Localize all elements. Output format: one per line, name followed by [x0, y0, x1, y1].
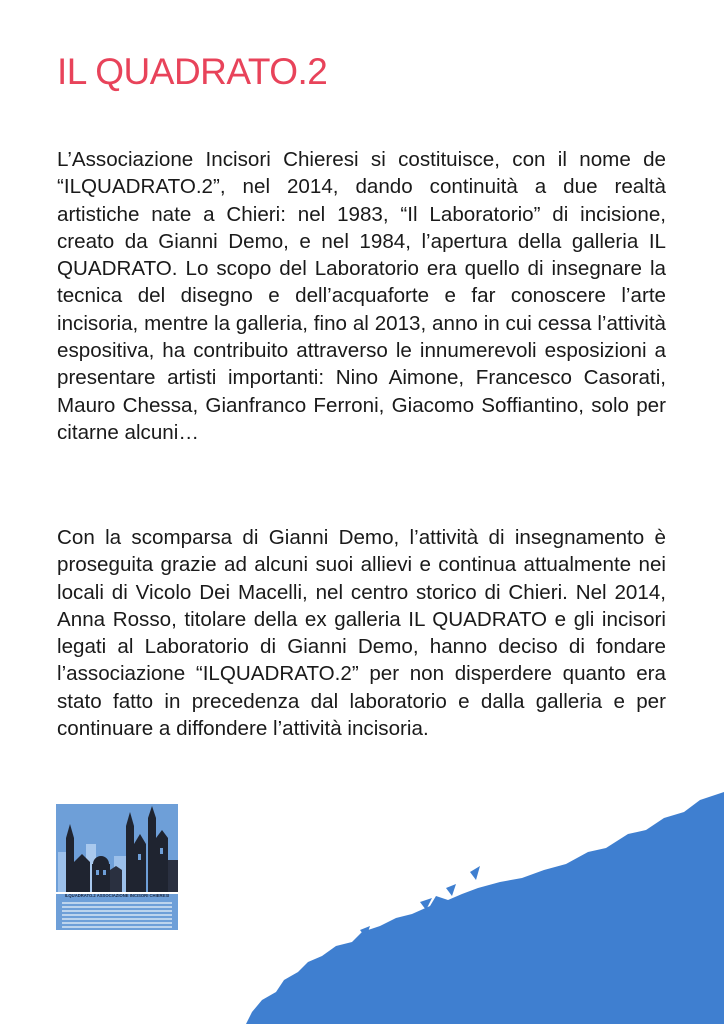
paragraph-association: Con la scomparsa di Gianni Demo, l’attività di insegnamento è proseguita grazie ad alcuni suoi allievi e continua attualmente nei locali di Vicolo Dei Macelli, nel centro storico di Chieri. Nel 2014, Anna Rosso, titolare della ex galleria IL QUADRATO e gli incisori legati al Laboratorio di Gianni Demo, hanno deciso di fondare l’associazione “ILQUADRATO.2” per non disperdere quanto era stato fatto in precedenza dal laboratorio e dalla galleria e per continuare a diffondere l’attività incisoria.	[57, 526, 666, 741]
logo-caption: ILQUADRATO.2 ASSOCIAZIONE INCISORI CHIERESI	[64, 893, 170, 898]
page-title: IL QUADRATO.2	[57, 51, 328, 92]
paragraph-history: L’Associazione Incisori Chieresi si costituisce, con il nome de “ILQUADRATO.2”, nel 2014, dando continuità a due realtà artistiche nate a Chieri: nel 1983, “Il Laboratorio” di incisione, creato da Gianni Demo, e nel 1984, l’apertura della galleria IL QUADRATO. Lo scopo del Laboratorio era quello di insegnare la tecnica del disegno e dell’acquaforte e far conoscere l’arte incisoria, mentre la galleria, fino al 2013, anno in cui cessa l’attività espositiva, ha contribuito attraverso le innumerevoli esposizioni a presentare artisti importanti: Nino Aimone, Francesco Casorati, Mauro Chessa, Gianfranco Ferroni, Giacomo Soffiantino, solo per citarne alcuni…	[57, 148, 666, 444]
